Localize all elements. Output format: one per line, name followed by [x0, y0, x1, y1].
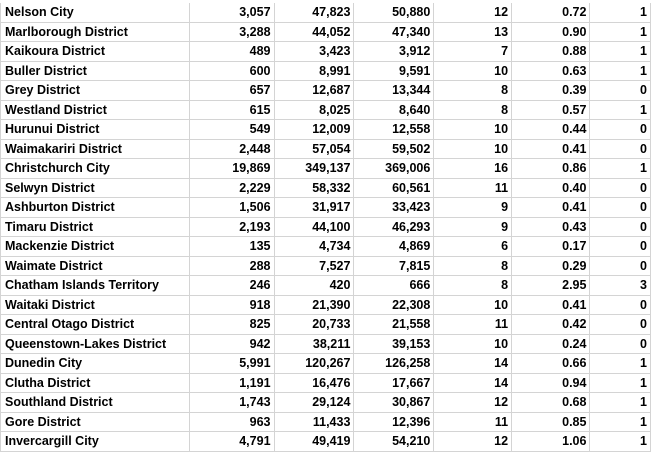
cell-value-col-2[interactable]: 12,687 [274, 81, 354, 101]
cell-value-col-1[interactable]: 2,229 [189, 178, 274, 198]
cell-value-col-2[interactable]: 29,124 [274, 393, 354, 413]
cell-value-col-3[interactable]: 126,258 [354, 354, 434, 374]
cell-value-col-2[interactable]: 4,734 [274, 237, 354, 257]
cell-value-col-4[interactable]: 16 [434, 159, 512, 179]
table-row [1, 139, 651, 159]
cell-value-col-2[interactable]: 47,823 [274, 3, 354, 22]
cell-value-col-3[interactable]: 17,667 [354, 373, 434, 393]
cell-value-col-6[interactable]: 0 [590, 295, 651, 315]
table-row [1, 237, 651, 257]
cell-value-col-4[interactable]: 10 [434, 139, 512, 159]
cell-value-col-4[interactable]: 10 [434, 61, 512, 81]
cell-value-col-5[interactable]: 0.29 [512, 256, 590, 276]
cell-value-col-2[interactable]: 12,009 [274, 120, 354, 140]
table-row [1, 42, 651, 62]
cell-value-col-6[interactable]: 0 [590, 198, 651, 218]
table-row [1, 373, 651, 393]
cell-territory-name[interactable]: Dunedin City [1, 354, 190, 374]
cell-value-col-4[interactable]: 8 [434, 276, 512, 296]
cell-value-col-6[interactable]: 1 [590, 373, 651, 393]
cell-value-col-4[interactable]: 8 [434, 256, 512, 276]
table-row [1, 120, 651, 140]
cell-value-col-6[interactable]: 0 [590, 256, 651, 276]
cell-value-col-1[interactable]: 246 [189, 276, 274, 296]
cell-value-col-2[interactable]: 16,476 [274, 373, 354, 393]
cell-value-col-5[interactable]: 0.44 [512, 120, 590, 140]
cell-value-col-3[interactable]: 46,293 [354, 217, 434, 237]
cell-value-col-2[interactable]: 8,991 [274, 61, 354, 81]
cell-value-col-2[interactable]: 58,332 [274, 178, 354, 198]
cell-value-col-2[interactable]: 49,419 [274, 432, 354, 452]
cell-value-col-2[interactable]: 21,390 [274, 295, 354, 315]
table-row [1, 22, 651, 42]
cell-value-col-3[interactable]: 21,558 [354, 315, 434, 335]
cell-value-col-3[interactable]: 12,558 [354, 120, 434, 140]
cell-value-col-2[interactable]: 420 [274, 276, 354, 296]
cell-value-col-1[interactable]: 489 [189, 42, 274, 62]
cell-value-col-1[interactable]: 942 [189, 334, 274, 354]
cell-value-col-4[interactable]: 11 [434, 315, 512, 335]
cell-value-col-6[interactable]: 0 [590, 178, 651, 198]
table-row [1, 354, 651, 374]
table-row [1, 334, 651, 354]
cell-value-col-2[interactable]: 44,100 [274, 217, 354, 237]
cell-value-col-1[interactable]: 3,057 [189, 3, 274, 22]
cell-value-col-3[interactable]: 4,869 [354, 237, 434, 257]
cell-value-col-5[interactable]: 0.17 [512, 237, 590, 257]
cell-value-col-5[interactable]: 0.90 [512, 22, 590, 42]
cell-value-col-2[interactable]: 38,211 [274, 334, 354, 354]
cell-value-col-1[interactable]: 1,743 [189, 393, 274, 413]
cell-value-col-1[interactable]: 615 [189, 100, 274, 120]
cell-value-col-1[interactable]: 549 [189, 120, 274, 140]
cell-value-col-4[interactable]: 12 [434, 432, 512, 452]
table-row [1, 295, 651, 315]
cell-value-col-5[interactable]: 0.24 [512, 334, 590, 354]
table-row [1, 412, 651, 432]
cell-value-col-3[interactable]: 7,815 [354, 256, 434, 276]
cell-value-col-5[interactable]: 0.72 [512, 3, 590, 22]
cell-value-col-4[interactable]: 12 [434, 3, 512, 22]
cell-value-col-1[interactable]: 4,791 [189, 432, 274, 452]
cell-value-col-6[interactable]: 1 [590, 22, 651, 42]
cell-value-col-4[interactable]: 12 [434, 393, 512, 413]
cell-territory-name[interactable]: Marlborough District [1, 22, 190, 42]
cell-value-col-1[interactable]: 963 [189, 412, 274, 432]
cell-value-col-3[interactable]: 39,153 [354, 334, 434, 354]
cell-value-col-6[interactable]: 1 [590, 3, 651, 22]
cell-territory-name[interactable]: Mackenzie District [1, 237, 190, 257]
cell-value-col-5[interactable]: 0.88 [512, 42, 590, 62]
cell-value-col-6[interactable]: 0 [590, 217, 651, 237]
cell-value-col-5[interactable]: 0.41 [512, 295, 590, 315]
cell-value-col-3[interactable]: 60,561 [354, 178, 434, 198]
cell-value-col-1[interactable]: 918 [189, 295, 274, 315]
cell-value-col-1[interactable]: 825 [189, 315, 274, 335]
table-row [1, 178, 651, 198]
table-row [1, 81, 651, 101]
cell-value-col-4[interactable]: 9 [434, 198, 512, 218]
cell-value-col-6[interactable]: 0 [590, 315, 651, 335]
cell-value-col-3[interactable]: 59,502 [354, 139, 434, 159]
cell-value-col-4[interactable]: 10 [434, 334, 512, 354]
cell-value-col-3[interactable]: 8,640 [354, 100, 434, 120]
cell-value-col-3[interactable]: 22,308 [354, 295, 434, 315]
table-row [1, 393, 651, 413]
cell-value-col-2[interactable]: 31,917 [274, 198, 354, 218]
cell-value-col-2[interactable]: 8,025 [274, 100, 354, 120]
cell-value-col-6[interactable]: 1 [590, 393, 651, 413]
cell-value-col-5[interactable]: 0.85 [512, 412, 590, 432]
cell-value-col-4[interactable]: 14 [434, 354, 512, 374]
cell-territory-name[interactable]: Clutha District [1, 373, 190, 393]
table-row [1, 315, 651, 335]
cell-territory-name[interactable]: Waimakariri District [1, 139, 190, 159]
cell-value-col-3[interactable]: 54,210 [354, 432, 434, 452]
cell-value-col-5[interactable]: 0.41 [512, 198, 590, 218]
cell-territory-name[interactable]: Waimate District [1, 256, 190, 276]
cell-value-col-6[interactable]: 1 [590, 42, 651, 62]
cell-value-col-5[interactable]: 0.41 [512, 139, 590, 159]
cell-value-col-2[interactable]: 3,423 [274, 42, 354, 62]
cell-value-col-6[interactable]: 1 [590, 354, 651, 374]
cell-territory-name[interactable]: Hurunui District [1, 120, 190, 140]
cell-value-col-6[interactable]: 0 [590, 120, 651, 140]
cell-value-col-1[interactable]: 2,448 [189, 139, 274, 159]
cell-value-col-5[interactable]: 1.06 [512, 432, 590, 452]
cell-value-col-6[interactable]: 1 [590, 412, 651, 432]
cell-territory-name[interactable]: Selwyn District [1, 178, 190, 198]
spreadsheet-grid [0, 3, 651, 452]
table-row [1, 159, 651, 179]
cell-territory-name[interactable]: Queenstown-Lakes District [1, 334, 190, 354]
cell-territory-name[interactable]: Invercargill City [1, 432, 190, 452]
cell-value-col-4[interactable]: 14 [434, 373, 512, 393]
cell-value-col-5[interactable]: 0.42 [512, 315, 590, 335]
cell-value-col-5[interactable]: 2.95 [512, 276, 590, 296]
cell-territory-name[interactable]: Gore District [1, 412, 190, 432]
cell-value-col-2[interactable]: 7,527 [274, 256, 354, 276]
cell-value-col-1[interactable]: 2,193 [189, 217, 274, 237]
cell-value-col-2[interactable]: 57,054 [274, 139, 354, 159]
cell-value-col-3[interactable]: 666 [354, 276, 434, 296]
cell-territory-name[interactable]: Ashburton District [1, 198, 190, 218]
table-row [1, 100, 651, 120]
cell-value-col-6[interactable]: 1 [590, 100, 651, 120]
cell-value-col-1[interactable]: 3,288 [189, 22, 274, 42]
cell-territory-name[interactable]: Southland District [1, 393, 190, 413]
cell-value-col-2[interactable]: 120,267 [274, 354, 354, 374]
table-row [1, 61, 651, 81]
cell-value-col-6[interactable]: 1 [590, 432, 651, 452]
cell-value-col-3[interactable]: 13,344 [354, 81, 434, 101]
cell-territory-name[interactable]: Kaikoura District [1, 42, 190, 62]
cell-value-col-6[interactable]: 1 [590, 159, 651, 179]
cell-value-col-1[interactable]: 1,506 [189, 198, 274, 218]
cell-value-col-5[interactable]: 0.39 [512, 81, 590, 101]
cell-value-col-3[interactable]: 9,591 [354, 61, 434, 81]
table-row [1, 432, 651, 452]
cell-value-col-1[interactable]: 1,191 [189, 373, 274, 393]
cell-value-col-1[interactable]: 288 [189, 256, 274, 276]
cell-value-col-2[interactable]: 11,433 [274, 412, 354, 432]
cell-value-col-4[interactable]: 6 [434, 237, 512, 257]
cell-value-col-5[interactable]: 0.57 [512, 100, 590, 120]
cell-value-col-2[interactable]: 349,137 [274, 159, 354, 179]
cell-territory-name[interactable]: Waitaki District [1, 295, 190, 315]
cell-territory-name[interactable]: Chatham Islands Territory [1, 276, 190, 296]
cell-value-col-5[interactable]: 0.66 [512, 354, 590, 374]
cell-territory-name[interactable]: Westland District [1, 100, 190, 120]
cell-value-col-3[interactable]: 12,396 [354, 412, 434, 432]
cell-value-col-3[interactable]: 3,912 [354, 42, 434, 62]
table-row [1, 3, 651, 22]
cell-value-col-5[interactable]: 0.94 [512, 373, 590, 393]
table-row [1, 217, 651, 237]
cell-value-col-6[interactable]: 0 [590, 81, 651, 101]
cell-value-col-4[interactable]: 8 [434, 100, 512, 120]
cell-value-col-4[interactable]: 10 [434, 295, 512, 315]
cell-value-col-4[interactable]: 13 [434, 22, 512, 42]
table-body [1, 3, 651, 451]
cell-territory-name[interactable]: Central Otago District [1, 315, 190, 335]
cell-value-col-4[interactable]: 11 [434, 412, 512, 432]
cell-value-col-1[interactable]: 600 [189, 61, 274, 81]
cell-value-col-3[interactable]: 30,867 [354, 393, 434, 413]
cell-value-col-6[interactable]: 0 [590, 139, 651, 159]
cell-value-col-3[interactable]: 50,880 [354, 3, 434, 22]
cell-territory-name[interactable]: Buller District [1, 61, 190, 81]
cell-value-col-1[interactable]: 5,991 [189, 354, 274, 374]
table-row [1, 276, 651, 296]
cell-territory-name[interactable]: Nelson City [1, 3, 190, 22]
cell-value-col-5[interactable]: 0.86 [512, 159, 590, 179]
cell-value-col-4[interactable]: 7 [434, 42, 512, 62]
cell-value-col-6[interactable]: 0 [590, 334, 651, 354]
cell-value-col-6[interactable]: 3 [590, 276, 651, 296]
cell-value-col-4[interactable]: 8 [434, 81, 512, 101]
cell-value-col-2[interactable]: 44,052 [274, 22, 354, 42]
cell-value-col-6[interactable]: 0 [590, 237, 651, 257]
cell-value-col-5[interactable]: 0.63 [512, 61, 590, 81]
cell-value-col-5[interactable]: 0.68 [512, 393, 590, 413]
cell-value-col-4[interactable]: 9 [434, 217, 512, 237]
cell-value-col-3[interactable]: 369,006 [354, 159, 434, 179]
data-table [0, 3, 651, 452]
cell-value-col-3[interactable]: 33,423 [354, 198, 434, 218]
cell-value-col-5[interactable]: 0.40 [512, 178, 590, 198]
cell-value-col-4[interactable]: 10 [434, 120, 512, 140]
cell-territory-name[interactable]: Grey District [1, 81, 190, 101]
cell-territory-name[interactable]: Timaru District [1, 217, 190, 237]
table-row [1, 198, 651, 218]
table-row [1, 256, 651, 276]
cell-value-col-3[interactable]: 47,340 [354, 22, 434, 42]
cell-territory-name[interactable]: Christchurch City [1, 159, 190, 179]
cell-value-col-4[interactable]: 11 [434, 178, 512, 198]
cell-value-col-2[interactable]: 20,733 [274, 315, 354, 335]
cell-value-col-1[interactable]: 19,869 [189, 159, 274, 179]
cell-value-col-5[interactable]: 0.43 [512, 217, 590, 237]
cell-value-col-1[interactable]: 135 [189, 237, 274, 257]
cell-value-col-1[interactable]: 657 [189, 81, 274, 101]
cell-value-col-6[interactable]: 1 [590, 61, 651, 81]
